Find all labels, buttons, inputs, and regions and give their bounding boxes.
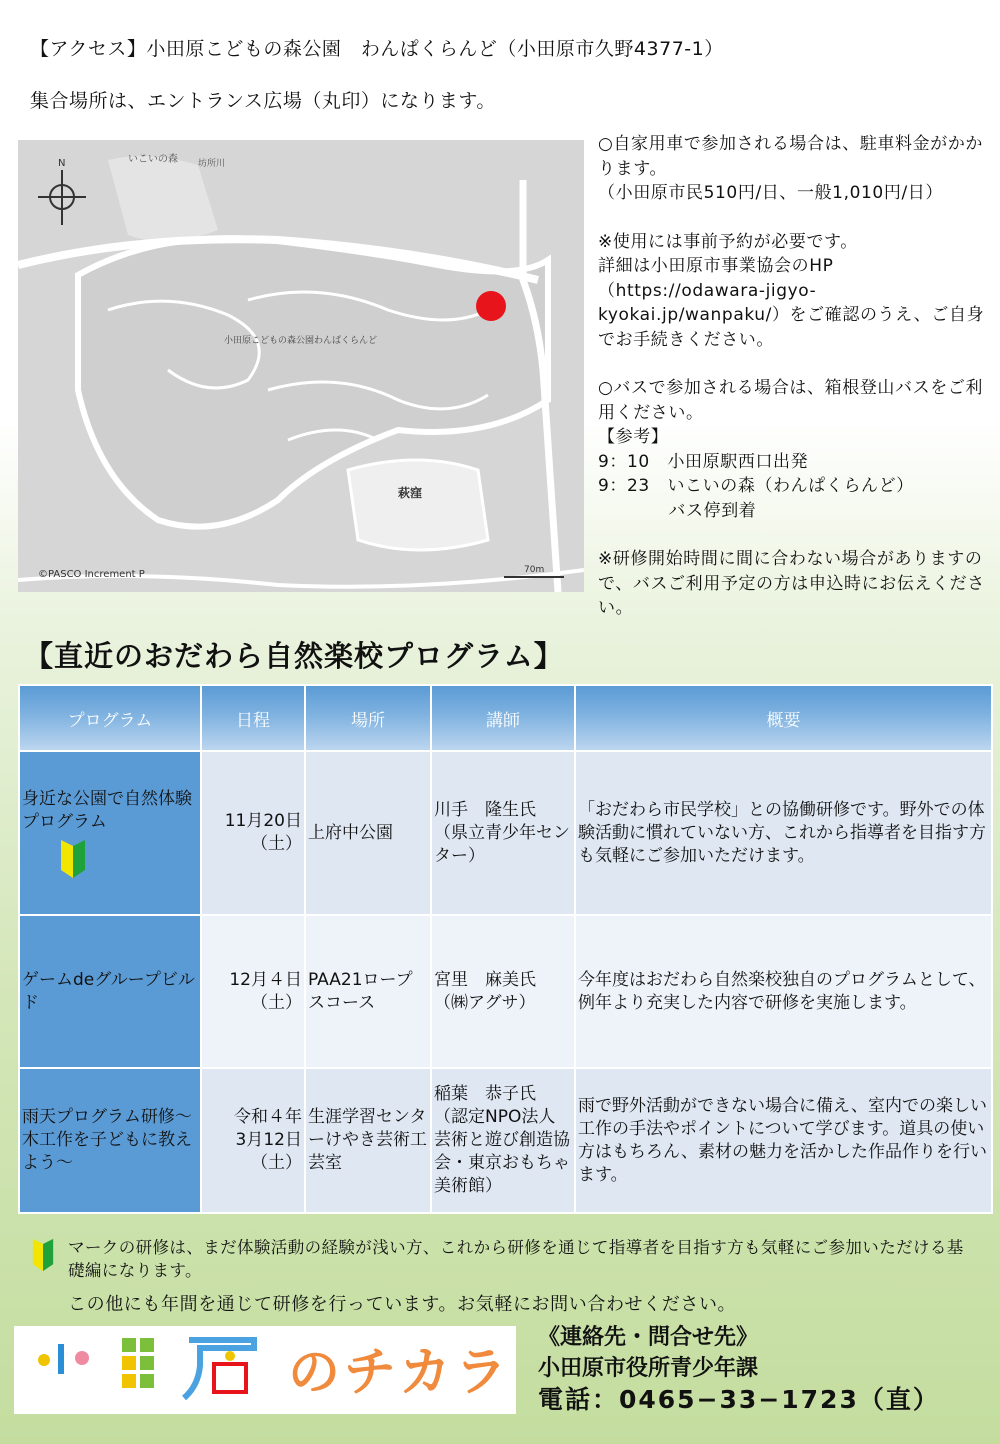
other-note: この他にも年間を通じて研修を行っています。お気軽にお問い合わせください。 xyxy=(68,1294,737,1315)
program-place: 上府中公園 xyxy=(306,752,430,914)
contact-info xyxy=(538,1322,940,1415)
contact-heading: 《連絡先・問合せ先》 xyxy=(538,1325,759,1350)
program-date: 11月20日 （土） xyxy=(202,752,304,914)
program-date: 12月４日 （土） xyxy=(202,916,304,1067)
contact-tel: 電話：0465−33−1723（直） xyxy=(538,1385,940,1414)
meeting-point-marker xyxy=(476,291,506,321)
map-label-fusho: 坊所川 xyxy=(198,159,226,169)
logo-banner xyxy=(14,1326,516,1414)
program-date: 令和４年 3月12日 （土） xyxy=(202,1069,304,1212)
reservation-note: ※使用には事前予約が必要です。 詳細は小田原市事業協会のHP （https://odawara-jigyo-kyokai.jp/wanpaku/）をご確認のうえ、ご自身でお手続きください。 xyxy=(598,231,985,350)
access-notes xyxy=(598,132,993,621)
map-label-hagi: 萩窪 xyxy=(398,486,423,500)
program-instructor: 宮里 麻美氏 （㈱アグサ） xyxy=(432,916,574,1067)
logo-text: のチカラ xyxy=(288,1342,511,1403)
header-program: プログラム xyxy=(20,686,200,750)
program-table xyxy=(18,684,993,1214)
beginner-mark-icon xyxy=(60,840,86,878)
beginner-note: マークの研修は、まだ体験活動の経験が浅い方、これから研修を通じて指導者を目指す方も気軽にご参加いただける基礎編になります。 xyxy=(68,1238,964,1280)
program-instructor: 稲葉 恭子氏 （認定NPO法人芸術と遊び創造協会・東京おもちゃ美術館） xyxy=(432,1069,574,1212)
north-label: N xyxy=(58,158,66,169)
table-row xyxy=(20,752,991,914)
header-place: 場所 xyxy=(306,686,430,750)
logo-graphic xyxy=(14,1326,284,1414)
map-scale: 70m xyxy=(524,565,545,575)
table-row xyxy=(20,916,991,1067)
map-label-ikoi: いこいの森 xyxy=(128,154,178,165)
program-name: 身近な公園で自然体験プログラム xyxy=(22,789,192,832)
map-credit: ©PASCO Increment P xyxy=(38,569,145,580)
beginner-mark-icon xyxy=(32,1238,54,1272)
access-info: 【アクセス】小田原こどもの森公園 わんぱくらんど（小田原市久野4377-1） xyxy=(30,38,724,60)
meeting-place: 集合場所は、エントランス広場（丸印）になります。 xyxy=(30,90,496,112)
program-summary: 今年度はおだわら自然楽校独自のプログラムとして、例年より充実した内容で研修を実施します。 xyxy=(576,916,991,1067)
contact-office: 小田原市役所青少年課 xyxy=(538,1356,759,1381)
program-summary: 雨で野外活動ができない場合に備え、室内での楽しい工作の手法やポイントについて学びます。道具の使い方はもちろん、素材の魅力を活かした作品作りを行います。 xyxy=(576,1069,991,1212)
program-summary: 「おだわら市民学校」との協働研修です。野外での体験活動に慣れていない方、これから指導者を目指す方も気軽にご参加いただけます。 xyxy=(576,752,991,914)
header-instructor: 講師 xyxy=(432,686,574,750)
program-name: 雨天プログラム研修～木工作を子どもに教えよう～ xyxy=(20,1069,200,1212)
section-title: 【直近のおだわら自然楽校プログラム】 xyxy=(24,639,564,673)
park-map xyxy=(18,140,584,592)
header-summary: 概要 xyxy=(576,686,991,750)
car-note: ○自家用車で参加される場合は、駐車料金がかかります。 （小田原市民510円/日、一般1,010円/日） xyxy=(598,134,984,203)
program-place: 生涯学習センターけやき芸術工芸室 xyxy=(306,1069,430,1212)
program-instructor: 川手 隆生氏 （県立青少年センター） xyxy=(432,752,574,914)
header-date: 日程 xyxy=(202,686,304,750)
bus-timing-note: ※研修開始時間に間に合わない場合がありますので、バスご利用予定の方は申込時にお伝えください。 xyxy=(598,549,985,618)
program-name-cell xyxy=(20,752,200,914)
bus-note: ○バスで参加される場合は、箱根登山バスをご利用ください。 【参考】 9：10 小田原駅西口出発 9：23 いこいの森（わんぱくらんど） バス停到着 xyxy=(598,378,984,521)
table-row xyxy=(20,1069,991,1212)
program-name: ゲームdeグループビルド xyxy=(20,916,200,1067)
map-label-park: 小田原こどもの森公園わんぱくらんど xyxy=(224,336,378,346)
program-place: PAA21ロープスコース xyxy=(306,916,430,1067)
